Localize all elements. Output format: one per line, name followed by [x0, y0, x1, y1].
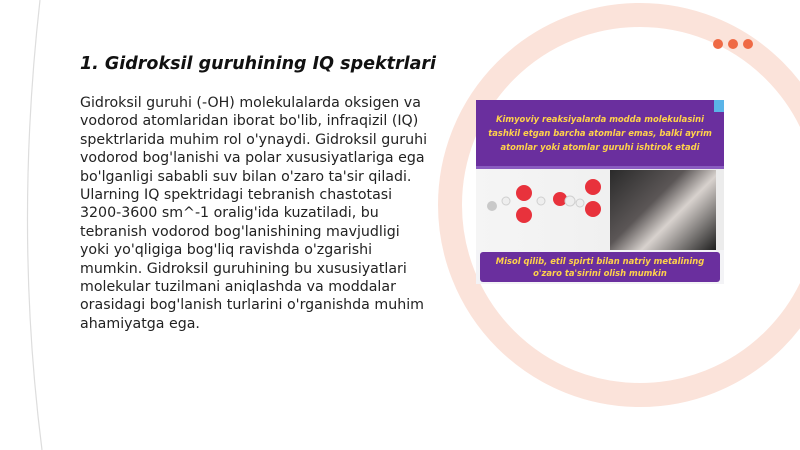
dot: [743, 39, 753, 49]
slide-title: 1. Gidroksil guruhining IQ spektrlari: [80, 54, 437, 74]
bottom-caption-banner: [480, 252, 720, 282]
decorative-dots: [713, 39, 753, 49]
slide-body-text: Gidroksil guruhi (-OH) molekulalarda oksigen va vodorod atomlaridan iborat bo'lib, infraqizil (IQ) spektrlarida muhim rol o'ynaydi. Gidroksil guruhi vodorod bog'lanishi va polar xususiyatlariga ega bo'lganligi sababli suv bilan o'zaro ta'sir qiladi. Ularning IQ spektridagi tebranish chastotasi 3200-3600 sm^-1 oralig'ida kuzatiladi, bu tebranish vodorod bog'lanishining mavjudligi yoki yo'qligiga bog'liq ravishda o'zgarishi mumkin. Gidroksil guruhining bu xususiyatlari molekular tuzilmani aniqlashda va moddalar orasidagi bog'lanish turlarini o'rganishda muhim ahamiyatga ega.: [80, 95, 428, 332]
lab-photo: [610, 170, 716, 250]
dot: [728, 39, 738, 49]
top-caption-banner: [476, 100, 724, 169]
molecule-model-icon: [476, 169, 610, 250]
illustration-image: [476, 100, 724, 284]
banner-edge-decoration: [714, 100, 724, 112]
dot: [713, 39, 723, 49]
bottom-caption-text: Misol qilib, etil spirti bilan natriy metalining o'zaro ta'sirini olish mumkin: [495, 256, 705, 278]
top-caption-text: Kimyoviy reaksiyalarda modda molekulasini tashkil etgan barcha atomlar emas, balki ayrim atomlar yoki atomlar guruhi ishtirok etadi: [488, 114, 712, 152]
